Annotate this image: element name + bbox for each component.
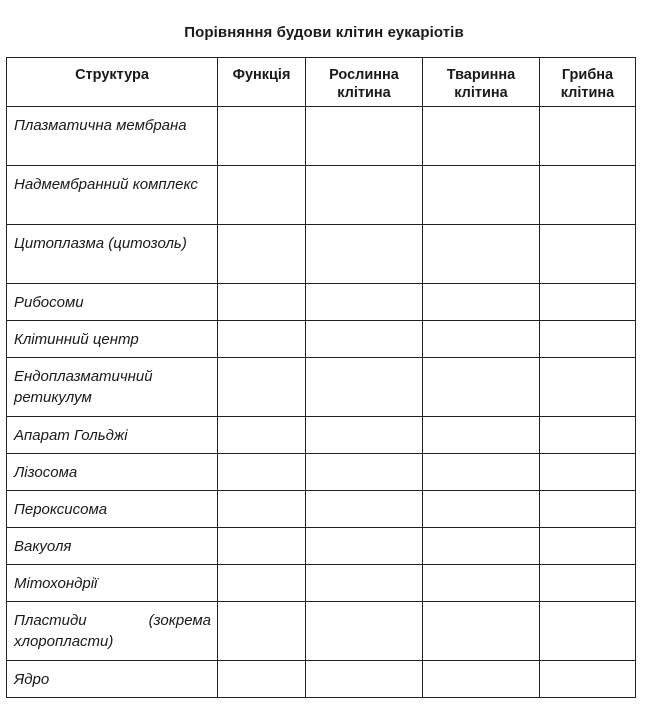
animal-cell[interactable] bbox=[423, 284, 540, 321]
table-row bbox=[7, 225, 636, 284]
function-cell[interactable] bbox=[218, 166, 306, 225]
fungal-cell[interactable] bbox=[540, 661, 636, 698]
table-row bbox=[7, 454, 636, 491]
header-plant-cell: Рослинна клітина bbox=[306, 58, 423, 107]
fungal-cell[interactable] bbox=[540, 358, 636, 417]
fungal-cell[interactable] bbox=[540, 454, 636, 491]
fungal-cell[interactable] bbox=[540, 321, 636, 358]
structure-cell: Мітохондрії bbox=[7, 565, 218, 602]
plant-cell[interactable] bbox=[306, 602, 423, 661]
plant-cell[interactable] bbox=[306, 225, 423, 284]
structure-cell: Лізосома bbox=[7, 454, 218, 491]
fungal-cell[interactable] bbox=[540, 528, 636, 565]
plant-cell[interactable] bbox=[306, 284, 423, 321]
plant-cell[interactable] bbox=[306, 528, 423, 565]
animal-cell[interactable] bbox=[423, 107, 540, 166]
table-row bbox=[7, 661, 636, 698]
header-fungal-cell: Грибна клітина bbox=[540, 58, 636, 107]
fungal-cell[interactable] bbox=[540, 565, 636, 602]
plant-cell[interactable] bbox=[306, 321, 423, 358]
header-structure: Структура bbox=[7, 58, 218, 107]
table-row bbox=[7, 107, 636, 166]
plant-cell[interactable] bbox=[306, 166, 423, 225]
function-cell[interactable] bbox=[218, 107, 306, 166]
animal-cell[interactable] bbox=[423, 661, 540, 698]
function-cell[interactable] bbox=[218, 225, 306, 284]
structure-cell: Плазматична мембрана bbox=[7, 107, 218, 166]
function-cell[interactable] bbox=[218, 565, 306, 602]
structure-cell: Вакуоля bbox=[7, 528, 218, 565]
structure-cell: Цитоплазма (цитозоль) bbox=[7, 225, 218, 284]
table-row bbox=[7, 491, 636, 528]
function-cell[interactable] bbox=[218, 358, 306, 417]
fungal-cell[interactable] bbox=[540, 602, 636, 661]
structure-cell: Пероксисома bbox=[7, 491, 218, 528]
animal-cell[interactable] bbox=[423, 358, 540, 417]
animal-cell[interactable] bbox=[423, 454, 540, 491]
header-function: Функція bbox=[218, 58, 306, 107]
structure-cell: Апарат Гольджі bbox=[7, 417, 218, 454]
fungal-cell[interactable] bbox=[540, 107, 636, 166]
table-header-row bbox=[7, 58, 636, 107]
plant-cell[interactable] bbox=[306, 661, 423, 698]
header-animal-cell: Тваринна клітина bbox=[423, 58, 540, 107]
function-cell[interactable] bbox=[218, 491, 306, 528]
table-row bbox=[7, 284, 636, 321]
table-row bbox=[7, 602, 636, 661]
table-row bbox=[7, 321, 636, 358]
table-row bbox=[7, 417, 636, 454]
animal-cell[interactable] bbox=[423, 491, 540, 528]
fungal-cell[interactable] bbox=[540, 225, 636, 284]
animal-cell[interactable] bbox=[423, 321, 540, 358]
plant-cell[interactable] bbox=[306, 107, 423, 166]
comparison-table bbox=[6, 57, 636, 698]
structure-cell: Пластиди (зокрема хлоропласти) bbox=[7, 602, 218, 661]
fungal-cell[interactable] bbox=[540, 417, 636, 454]
structure-cell: Клітинний центр bbox=[7, 321, 218, 358]
structure-cell: Рибосоми bbox=[7, 284, 218, 321]
fungal-cell[interactable] bbox=[540, 491, 636, 528]
plant-cell[interactable] bbox=[306, 491, 423, 528]
function-cell[interactable] bbox=[218, 602, 306, 661]
table-row bbox=[7, 358, 636, 417]
page-title: Порівняння будови клітин еукаріотів bbox=[184, 24, 464, 41]
animal-cell[interactable] bbox=[423, 225, 540, 284]
plant-cell[interactable] bbox=[306, 417, 423, 454]
structure-cell: Ядро bbox=[7, 661, 218, 698]
animal-cell[interactable] bbox=[423, 565, 540, 602]
fungal-cell[interactable] bbox=[540, 166, 636, 225]
plant-cell[interactable] bbox=[306, 358, 423, 417]
structure-cell: Надмембранний комплекс bbox=[7, 166, 218, 225]
animal-cell[interactable] bbox=[423, 602, 540, 661]
table-row bbox=[7, 166, 636, 225]
fungal-cell[interactable] bbox=[540, 284, 636, 321]
table-row bbox=[7, 528, 636, 565]
function-cell[interactable] bbox=[218, 454, 306, 491]
animal-cell[interactable] bbox=[423, 166, 540, 225]
plant-cell[interactable] bbox=[306, 454, 423, 491]
structure-cell: Ендоплазматичний ретикулум bbox=[7, 358, 218, 417]
function-cell[interactable] bbox=[218, 284, 306, 321]
function-cell[interactable] bbox=[218, 528, 306, 565]
function-cell[interactable] bbox=[218, 321, 306, 358]
table-row bbox=[7, 565, 636, 602]
animal-cell[interactable] bbox=[423, 528, 540, 565]
function-cell[interactable] bbox=[218, 417, 306, 454]
plant-cell[interactable] bbox=[306, 565, 423, 602]
animal-cell[interactable] bbox=[423, 417, 540, 454]
function-cell[interactable] bbox=[218, 661, 306, 698]
